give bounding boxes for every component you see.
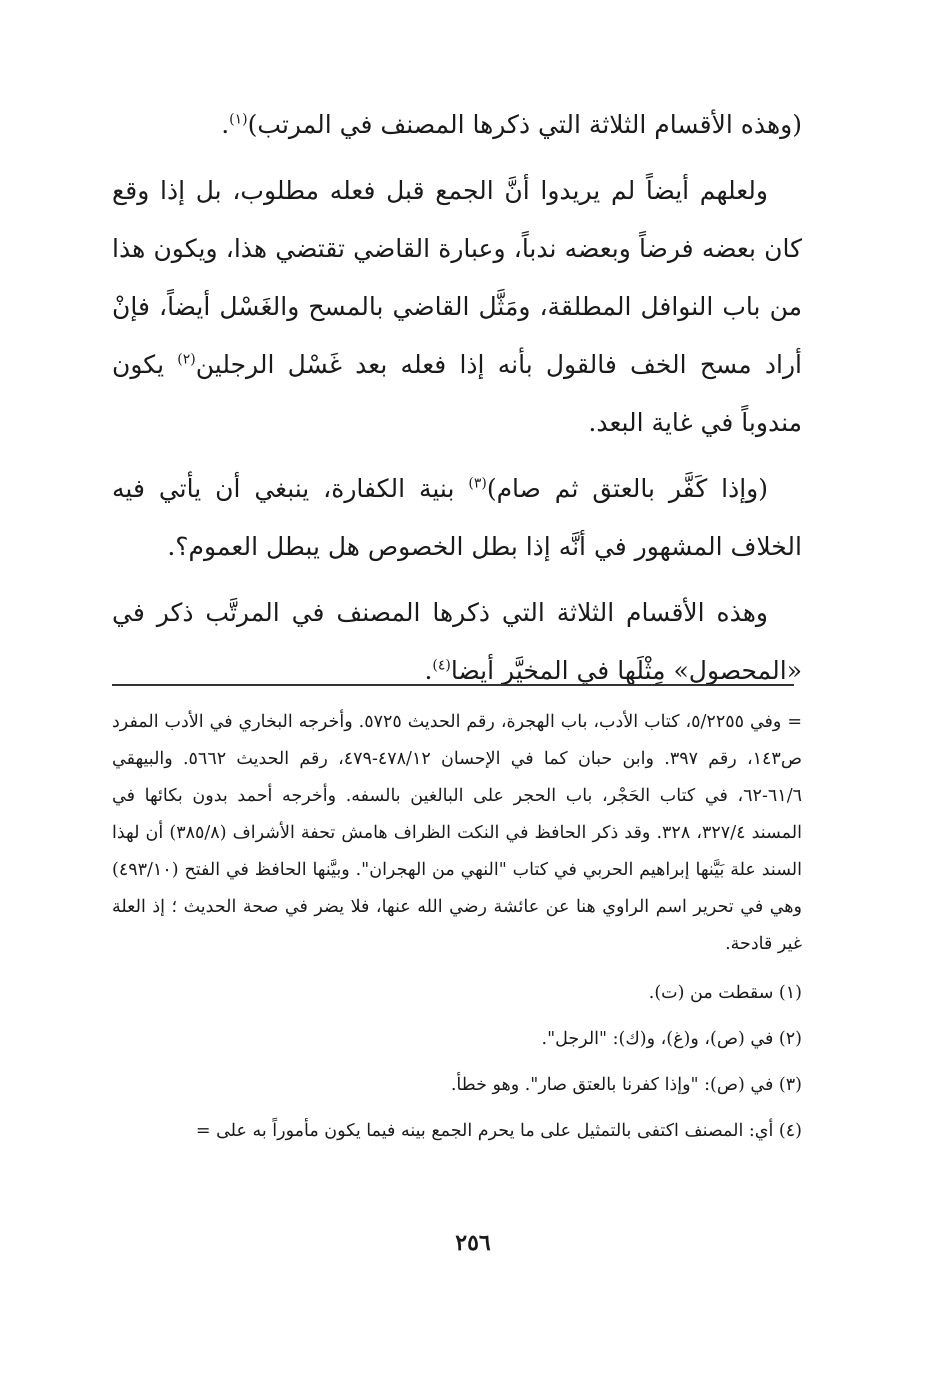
footnote-4: (٤) أي: المصنف اكتفى بالتمثيل على ما يحرم الجمع بينه فيما يكون مأموراً به على = — [195, 1121, 802, 1141]
footnote-ref: (٣) — [468, 475, 487, 492]
paragraph-text-after: يكون مندوباً في غاية البعد. — [112, 350, 802, 437]
paragraph-1 — [112, 96, 802, 154]
footnote-ref: (٤) — [432, 657, 451, 674]
page-number: ٢٥٦ — [455, 1230, 491, 1256]
paragraph-text: وهذه الأقسام الثلاثة التي ذكرها المصنف في المرتَّب ذكر في «المحصول» مِثْلَها في المخيَّر أيضا — [112, 598, 802, 685]
paragraph-3 — [112, 460, 802, 576]
footnote-separator — [112, 684, 794, 686]
paragraph-text: (وهذه الأقسام الثلاثة التي ذكرها المصنف في المرتب) — [247, 110, 802, 139]
footnote-1: (١) سقطت من (ت). — [648, 983, 802, 1003]
paragraph-2 — [112, 162, 802, 452]
footnote-ref: (٢) — [177, 351, 196, 368]
paragraph-text: (وإذا كَفَّر بالعتق ثم صام) — [486, 474, 768, 503]
footnote-3: (٣) في (ص): "وإذا كفرنا بالعتق صار". وهو خطأ. — [450, 1075, 802, 1095]
footnote-continuation: = وفي ٥/٢٢٥٥، كتاب الأدب، باب الهجرة، رقم الحديث ٥٧٢٥. وأخرجه البخاري في الأدب المفرد ص١٤٣، رقم ٣٩٧. وابن حبان كما في الإحسان ٤٧٨/١٢-٤٧٩، رقم الحديث ٥٦٦٢. والبيهقي ٦١/٦-٦٢، في كتاب الحَجْر، باب الحجر على البالغين بالسفه. وأخرجه أحمد بدون بكائها في المسند ٣٢٧/٤، ٣٢٨. وقد ذكر الحافظ في النكت الظراف هامش تحفة الأشراف (٣٨٥/٨) أن لهذا السند علة بَيَّنها إبراهيم الحربي في كتاب "النهي من الهجران". وبيَّنها الحافظ في الفتح (٤٩٣/١٠) وهي في تحرير اسم الراوي هنا عن عائشة رضي الله عنها، فلا يضر في صحة الحديث ؛ إذ العلة غير قادحة. — [112, 712, 802, 954]
paragraph-text-after: بنية الكفارة، ينبغي أن يأتي فيه الخلاف المشهور في أنَّه إذا بطل الخصوص هل يبطل العموم؟. — [112, 474, 802, 561]
footnotes — [112, 704, 802, 1159]
footnote-ref: (١) — [229, 111, 248, 128]
paragraph-text: ولعلهم أيضاً لم يريدوا أنَّ الجمع قبل فعله مطلوب، بل إذا وقع كان بعضه فرضاً وبعضه ندباً، وعبارة القاضي تقتضي هذا، ويكون هذا من باب النوافل المطلقة، ومَثَّل القاضي بالمسح والغَسْل أيضاً، فإنْ أراد مسح الخف فالقول بأنه إذا فعله بعد غَسْل الرجلين — [112, 176, 802, 379]
footnote-2: (٢) في (ص)، و(غ)، و(ك): "الرجل". — [541, 1029, 802, 1049]
paragraph-text-after: . — [424, 656, 433, 685]
main-text — [112, 96, 802, 708]
paragraph-4 — [112, 584, 802, 700]
paragraph-text-after: . — [221, 110, 230, 139]
